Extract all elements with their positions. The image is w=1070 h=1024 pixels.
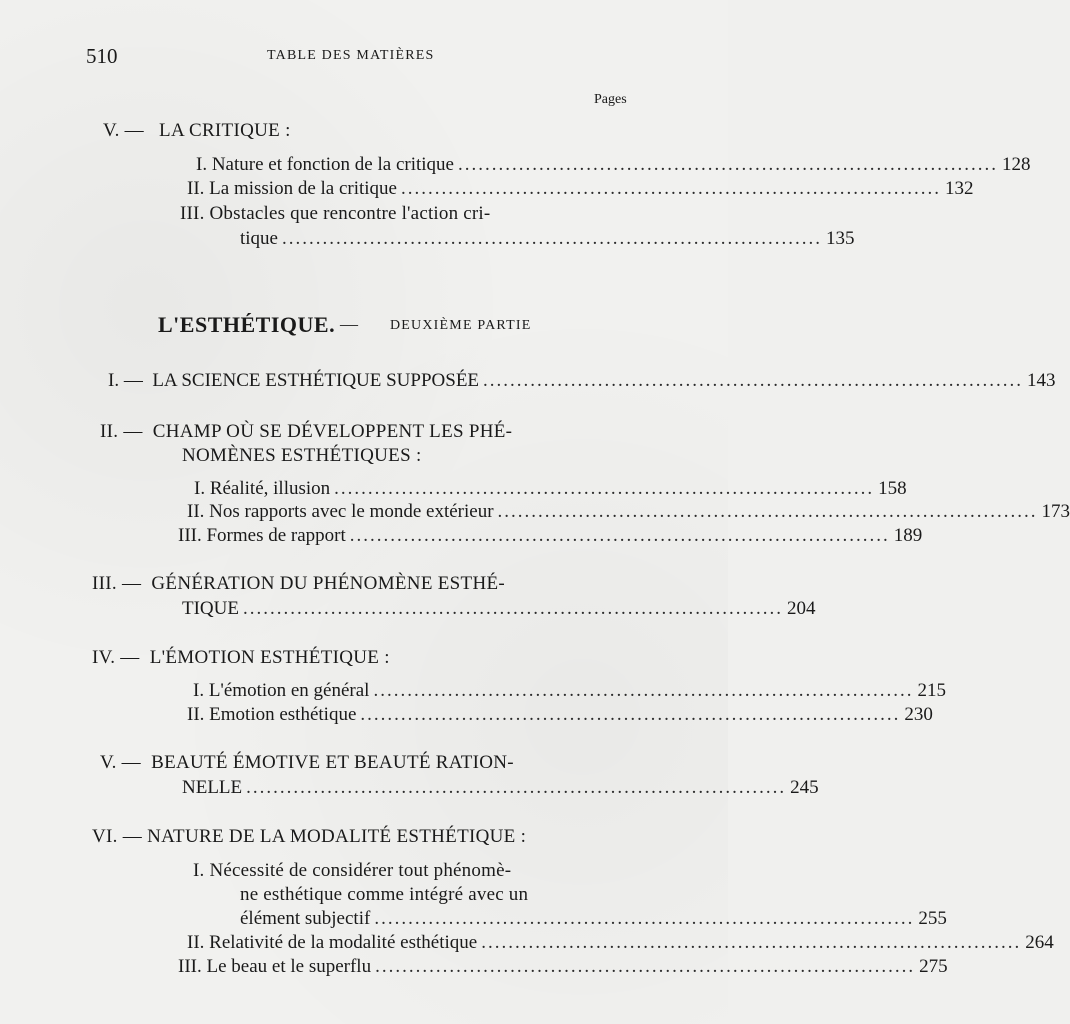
toc-entry — [187, 501, 1070, 523]
entry-label: I. — LA SCIENCE ESTHÉTIQUE SUPPOSÉE — [108, 370, 480, 391]
entry-page: 264 — [1025, 932, 1054, 953]
dot-leader: ................................................................................ — [373, 680, 914, 701]
running-title: TABLE DES MATIÈRES — [267, 48, 435, 63]
page-number: 510 — [86, 44, 118, 68]
toc-entry — [194, 478, 907, 500]
section-heading: III. — GÉNÉRATION DU PHÉNOMÈNE ESTHÉ- — [92, 573, 506, 594]
toc-entry — [178, 525, 923, 547]
section-heading: V. — BEAUTÉ ÉMOTIVE ET BEAUTÉ RATION- — [100, 752, 514, 773]
dot-leader: ................................................................................ — [374, 908, 915, 929]
entry-label: I. Nécessité de considérer tout phénomè- — [193, 860, 512, 881]
entry-label: II. La mission de la critique — [187, 178, 397, 199]
section-heading: VI. — NATURE DE LA MODALITÉ ESTHÉTIQUE : — [92, 826, 527, 847]
section-number: V. — — [103, 120, 144, 141]
toc-entry — [108, 370, 1056, 392]
entry-page: 204 — [786, 598, 816, 619]
entry-page: 143 — [1027, 370, 1056, 391]
entry-page: 245 — [790, 777, 819, 798]
dot-leader: ................................................................................ — [282, 228, 822, 249]
toc-entry — [240, 908, 947, 930]
dot-leader: ................................................................................ — [360, 704, 901, 725]
entry-page: 128 — [1001, 154, 1031, 175]
entry-label: II. Emotion esthétique — [187, 704, 357, 725]
toc-entry — [196, 154, 1031, 176]
toc-entry — [187, 704, 933, 726]
toc-entry — [187, 178, 974, 200]
entry-label-continued: tique — [240, 228, 278, 249]
toc-entry — [182, 777, 819, 799]
entry-label: I. Nature et fonction de la critique — [196, 154, 454, 175]
entry-label: III. Le beau et le superflu — [178, 956, 372, 977]
dot-leader: ................................................................................ — [246, 777, 787, 798]
toc-entry — [182, 598, 816, 620]
entry-label: I. L'émotion en général — [193, 680, 370, 701]
toc-entry — [178, 956, 948, 978]
entry-label-continued: TIQUE — [182, 598, 239, 619]
dot-leader: ................................................................................ — [401, 178, 941, 199]
entry-label: III. Formes de rapport — [178, 525, 346, 546]
section-heading: II. — CHAMP OÙ SE DÉVELOPPENT LES PHÉ- — [100, 421, 513, 442]
entry-page: 158 — [878, 478, 907, 499]
entry-label: I. Réalité, illusion — [194, 478, 331, 499]
entry-page: 275 — [919, 956, 948, 977]
section-heading-continued: NOMÈNES ESTHÉTIQUES : — [182, 445, 422, 466]
section-heading — [103, 120, 291, 142]
dot-leader: ................................................................................ — [497, 501, 1038, 522]
toc-entry — [240, 228, 855, 250]
dot-leader: ................................................................................ — [349, 525, 890, 546]
entry-page: 215 — [917, 680, 946, 701]
section-title: LA CRITIQUE : — [159, 120, 291, 141]
entry-page: 230 — [904, 704, 933, 725]
entry-label: II. Relativité de la modalité esthétique — [187, 932, 478, 953]
entry-label: III. Obstacles que rencontre l'action cri- — [180, 203, 491, 224]
toc-entry — [187, 932, 1054, 954]
entry-page: 132 — [945, 178, 974, 199]
dot-leader: ................................................................................ — [242, 598, 783, 619]
part-dash: — — [340, 314, 358, 334]
entry-page: 189 — [893, 525, 923, 546]
entry-label: II. Nos rapports avec le monde extérieur — [187, 501, 494, 522]
entry-label-continued: ne esthétique comme intégré avec un — [240, 884, 529, 905]
pages-column-label: Pages — [594, 92, 627, 107]
entry-page: 255 — [918, 908, 947, 929]
part-subtitle: DEUXIÈME PARTIE — [390, 318, 532, 333]
dot-leader: ................................................................................ — [375, 956, 916, 977]
entry-page: 173 — [1041, 501, 1070, 522]
toc-entry — [193, 680, 946, 702]
dot-leader: ................................................................................ — [483, 370, 1024, 391]
entry-label-continued: élément subjectif — [240, 908, 371, 929]
section-heading: IV. — L'ÉMOTION ESTHÉTIQUE : — [92, 647, 390, 668]
entry-label-continued: NELLE — [182, 777, 243, 798]
dot-leader: ................................................................................ — [334, 478, 875, 499]
entry-page: 135 — [826, 228, 855, 249]
dot-leader: ................................................................................ — [481, 932, 1022, 953]
part-title: L'ESTHÉTIQUE. — [158, 312, 336, 337]
dot-leader: ................................................................................ — [457, 154, 998, 175]
